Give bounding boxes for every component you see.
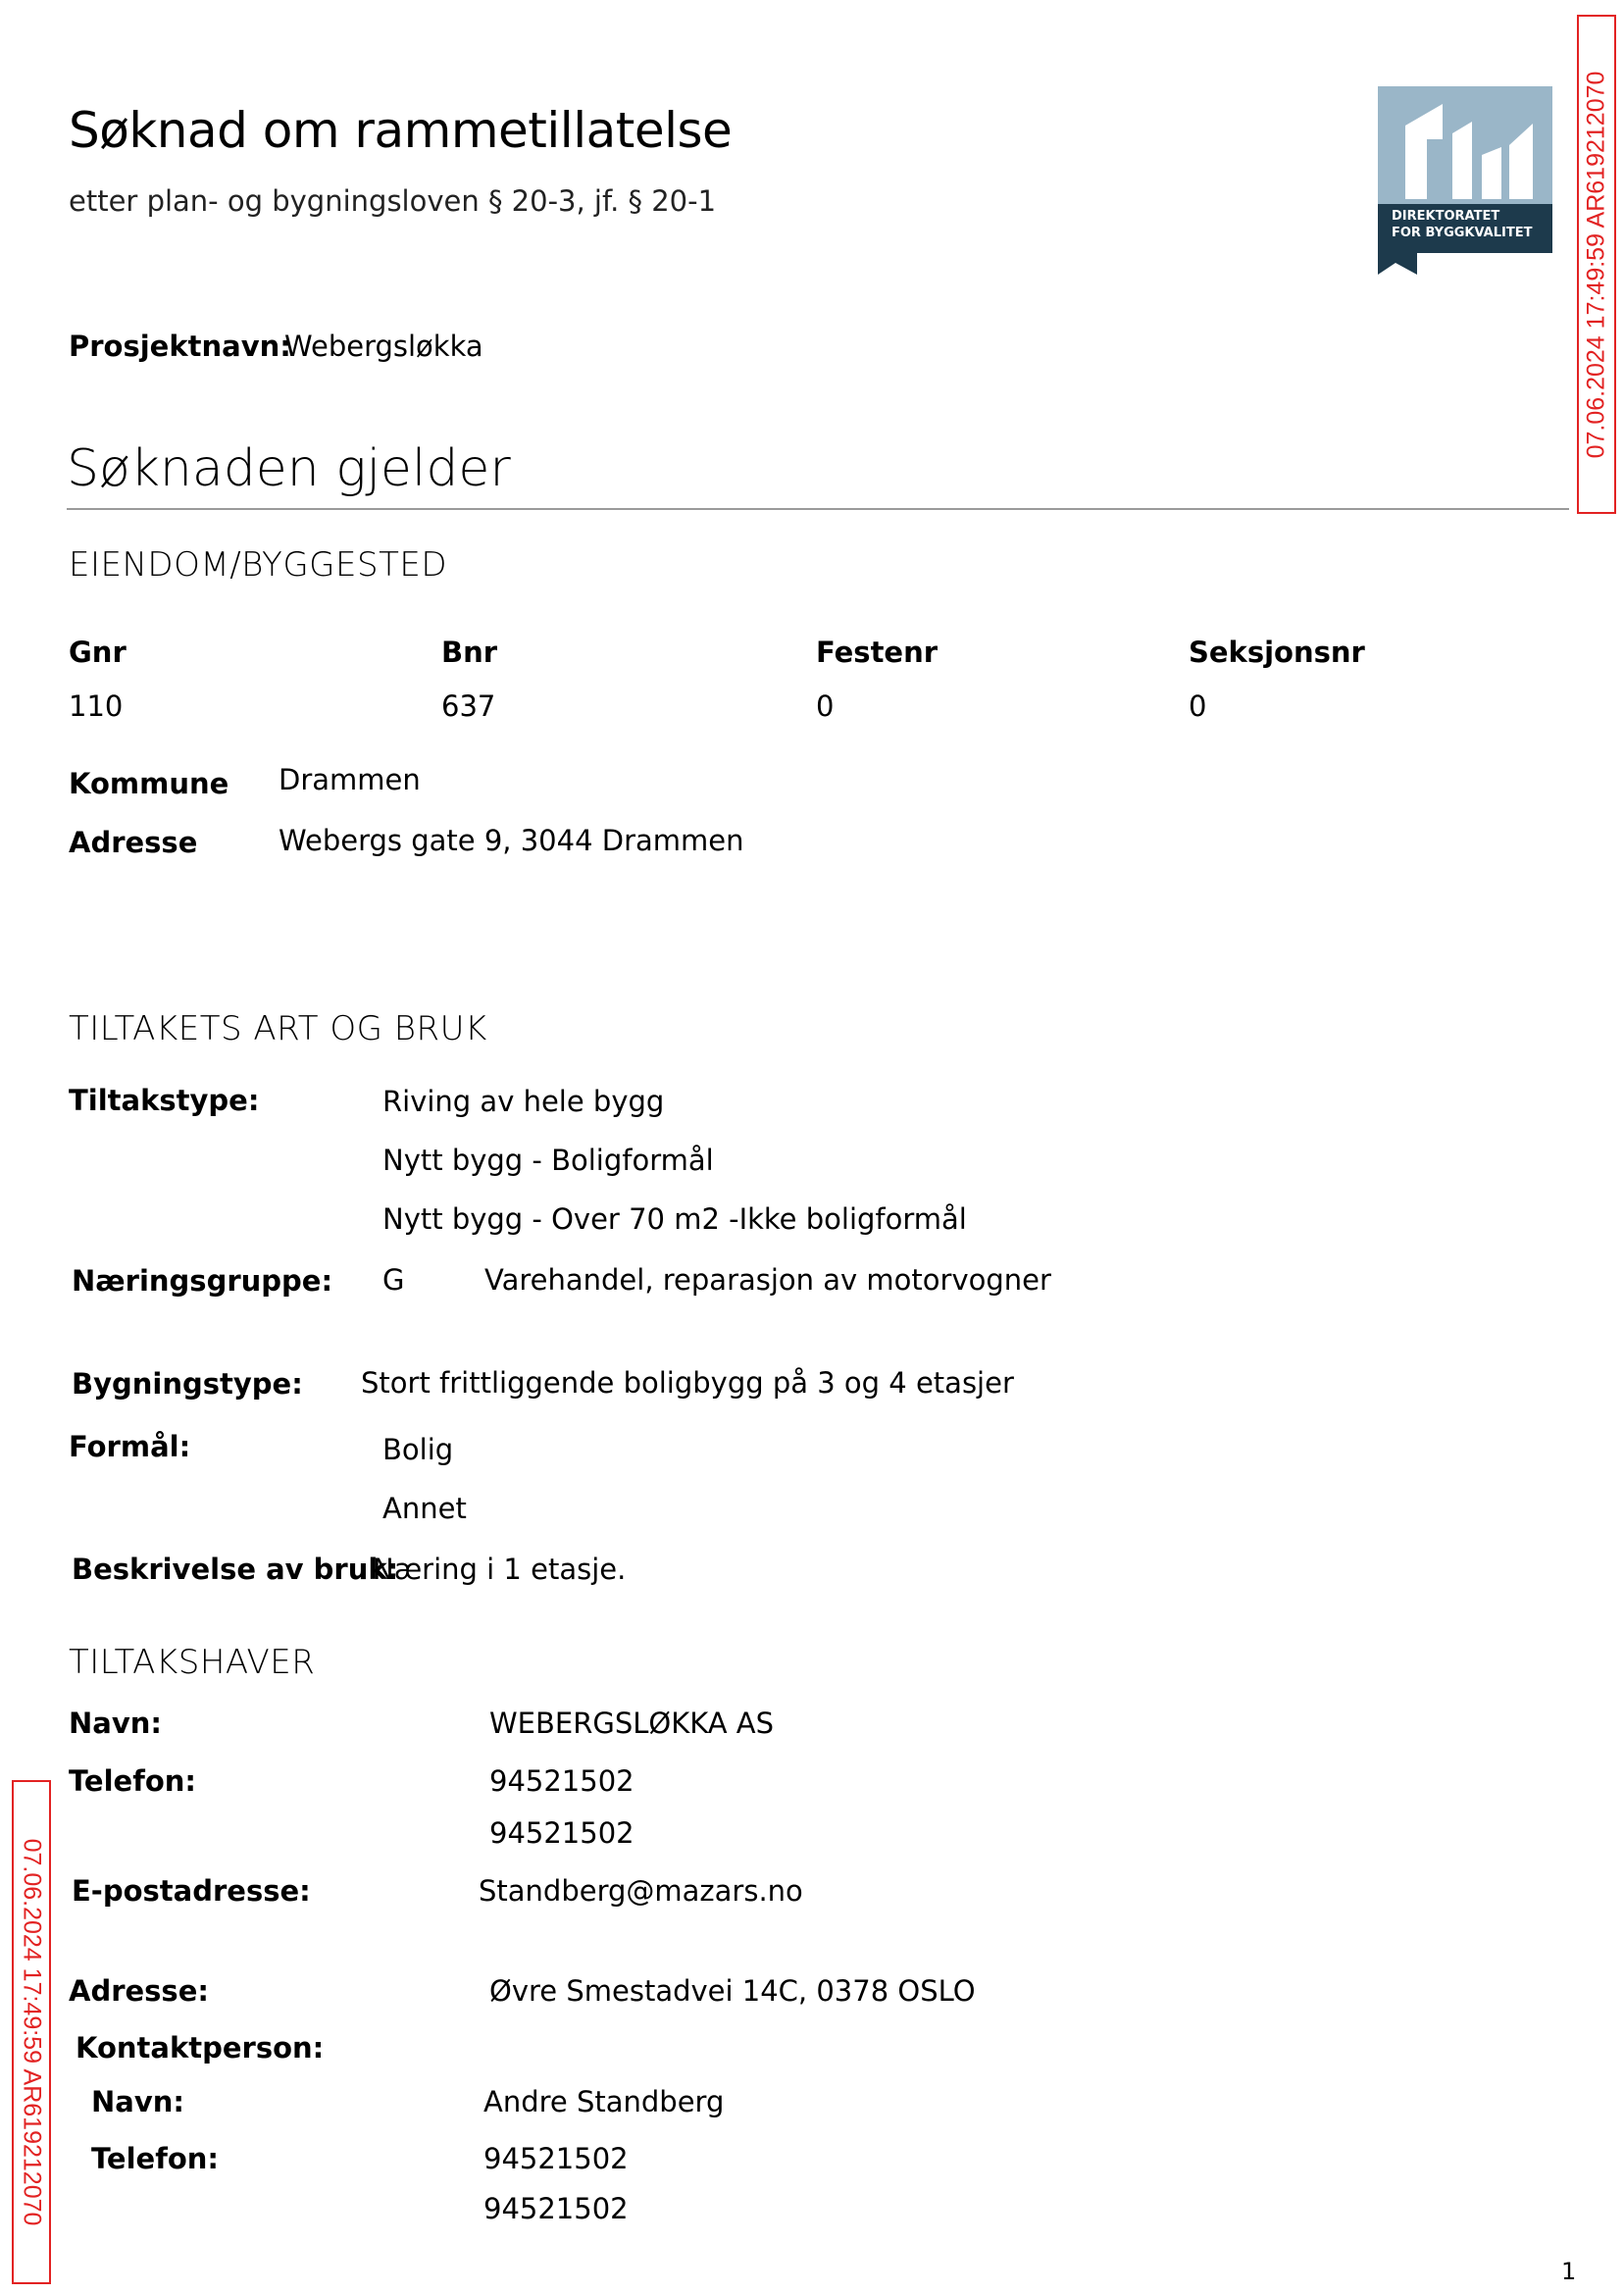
telefon-label: Telefon: — [69, 1764, 196, 1798]
adresse-label: Adresse — [69, 826, 198, 859]
stamp-top-right: 07.06.2024 17:49:59 AR619212070 — [1577, 15, 1616, 514]
logo-text: DIREKTORATET FOR BYGGKVALITET — [1392, 209, 1533, 240]
telefon-value: 94521502 — [489, 1764, 634, 1798]
section-heading: Søknaden gjelder — [67, 439, 511, 498]
gnr-label: Gnr — [69, 636, 127, 669]
tiltakstype-value: Riving av hele bygg — [382, 1085, 665, 1118]
bnr-value: 637 — [441, 689, 496, 723]
page-title: Søknad om rammetillatelse — [69, 102, 733, 159]
kontakt-telefon-value: 94521502 — [483, 2192, 629, 2225]
navn-value: WEBERGSLØKKA AS — [489, 1707, 775, 1740]
section-divider — [67, 508, 1569, 510]
stamp-bottom-left: 07.06.2024 17:49:59 AR619212070 — [12, 1780, 51, 2284]
festenr-value: 0 — [816, 689, 835, 723]
eiendom-heading: EIENDOM/BYGGESTED — [69, 545, 448, 585]
bnr-label: Bnr — [441, 636, 498, 669]
naeringsgruppe-code: G — [382, 1263, 405, 1297]
naeringsgruppe-value: Varehandel, reparasjon av motorvogner — [484, 1263, 1051, 1297]
project-name-value: Webergsløkka — [284, 330, 483, 363]
beskrivelse-value: Næring i 1 etasje. — [373, 1553, 627, 1586]
kontaktperson-label: Kontaktperson: — [76, 2031, 325, 2065]
tiltak-heading: TILTAKETS ART OG BRUK — [69, 1009, 487, 1048]
formaal-label: Formål: — [69, 1430, 191, 1463]
epost-value: Standberg@mazars.no — [479, 1874, 803, 1908]
bygningstype-value: Stort frittliggende boligbygg på 3 og 4 etasjer — [361, 1366, 1014, 1400]
navn-label: Navn: — [69, 1707, 162, 1740]
beskrivelse-label: Beskrivelse av bruk: — [72, 1553, 399, 1586]
kontakt-navn-value: Andre Standberg — [483, 2085, 725, 2118]
dibk-logo — [1378, 86, 1552, 275]
tiltakshaver-adresse-value: Øvre Smestadvei 14C, 0378 OSLO — [489, 1974, 976, 2008]
seksjonsnr-value: 0 — [1189, 689, 1207, 723]
tiltakshaver-heading: TILTAKSHAVER — [69, 1643, 316, 1682]
kontakt-telefon-value: 94521502 — [483, 2142, 629, 2175]
kommune-label: Kommune — [69, 767, 229, 800]
project-name-label: Prosjektnavn: — [69, 330, 291, 363]
bygningstype-label: Bygningstype: — [72, 1367, 303, 1401]
tiltakstype-label: Tiltakstype: — [69, 1084, 260, 1117]
page-number: 1 — [1561, 2258, 1577, 2285]
tiltakstype-value: Nytt bygg - Over 70 m2 -Ikke boligformål — [382, 1202, 967, 1236]
kontakt-telefon-label: Telefon: — [91, 2142, 219, 2175]
telefon-value: 94521502 — [489, 1816, 634, 1850]
formaal-value: Bolig — [382, 1433, 454, 1466]
festenr-label: Festenr — [816, 636, 939, 669]
tiltakshaver-adresse-label: Adresse: — [69, 1974, 209, 2008]
seksjonsnr-label: Seksjonsnr — [1189, 636, 1365, 669]
naeringsgruppe-label: Næringsgruppe: — [72, 1264, 333, 1298]
kommune-value: Drammen — [279, 763, 421, 796]
adresse-value: Webergs gate 9, 3044 Drammen — [279, 824, 744, 857]
kontakt-navn-label: Navn: — [91, 2085, 184, 2118]
epost-label: E-postadresse: — [72, 1874, 311, 1908]
tiltakstype-value: Nytt bygg - Boligformål — [382, 1144, 714, 1177]
page-subtitle: etter plan- og bygningsloven § 20-3, jf. § 20-1 — [69, 184, 717, 218]
gnr-value: 110 — [69, 689, 124, 723]
formaal-value: Annet — [382, 1492, 467, 1525]
